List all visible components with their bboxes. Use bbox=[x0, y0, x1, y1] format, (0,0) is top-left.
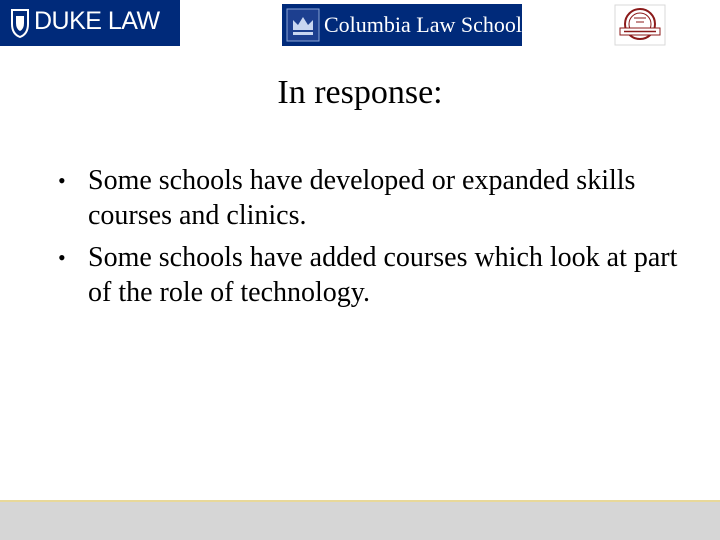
bullet-item bbox=[58, 163, 698, 233]
slide-title: In response: bbox=[277, 74, 443, 111]
duke-law-text: DUKE LAW bbox=[34, 7, 160, 35]
seal-icon bbox=[614, 4, 666, 46]
bullet-item bbox=[58, 240, 698, 310]
columbia-crown-icon bbox=[286, 8, 320, 42]
columbia-law-logo bbox=[282, 4, 522, 46]
columbia-law-text: Columbia Law School bbox=[324, 12, 522, 37]
footer-bar bbox=[0, 502, 720, 540]
bullet-marker: • bbox=[58, 168, 66, 193]
bullet-text: Some schools have developed or expanded skills courses and clinics. bbox=[88, 165, 636, 231]
bullet-marker: • bbox=[58, 245, 66, 270]
duke-law-logo bbox=[0, 0, 180, 46]
law-school-seal-logo bbox=[614, 4, 666, 46]
bullet-list bbox=[58, 163, 698, 317]
bullet-text: Some schools have added courses which look at part of the role of technology. bbox=[88, 242, 678, 308]
duke-shield-icon bbox=[10, 8, 30, 38]
logo-header bbox=[0, 0, 720, 52]
